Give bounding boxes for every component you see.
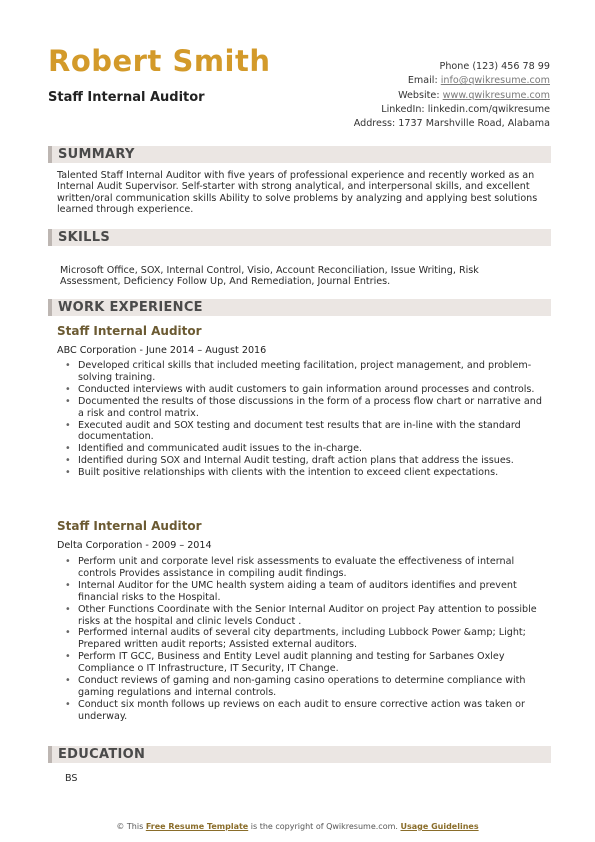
contact-block [354,60,550,131]
education-heading: EDUCATION [58,747,146,762]
list-item: • Performed internal audits of several city departments, including Lubbock Power &amp; Light; Prepared written audit reports; Assisted external auditors. [78,627,550,651]
candidate-title: Staff Internal Auditor [48,90,205,105]
contact-linkedin [354,103,550,117]
list-item: • Other Functions Coordinate with the Senior Internal Auditor on project Pay attention to possible risks at the hospital and clinic levels Conduct . [78,604,550,628]
skills-section-bar [48,229,551,246]
list-item: • Internal Auditor for the UMC health system aiding a team of auditors identifies and prevent financial risks to the Hospital. [78,580,550,604]
summary-section-bar [48,146,551,163]
phone-value: (123) 456 78 99 [472,61,550,72]
website-label: Website: [398,89,440,101]
linkedin-label: LinkedIn: [381,103,425,115]
job-bullet-list [78,556,550,723]
list-item: • Identified and communicated audit issues to the in-charge. [78,443,550,455]
education-section-bar [48,746,551,763]
email-link[interactable]: info@qwikresume.com [440,75,550,87]
job-title: Staff Internal Auditor [57,324,202,338]
list-item: • Developed critical skills that included meeting facilitation, project management, and problem-solving training. [78,360,550,384]
footer-copyright [0,822,595,831]
list-item: • Perform IT GCC, Business and Entity Level audit planning and testing for Sarbanes Oxley Compliance o IT Infrastructure, IT Security, IT Change. [78,651,550,675]
website-link[interactable]: www.qwikresume.com [442,89,550,101]
list-item: • Conducted interviews with audit customers to gain information around processes and controls. [78,384,550,396]
education-text: BS [65,773,78,784]
work-experience-heading: WORK EXPERIENCE [58,300,203,315]
free-resume-template-link[interactable]: Free Resume Template [145,822,249,831]
contact-phone [354,60,550,74]
skills-text: Microsoft Office, SOX, Internal Control, Visio, Account Reconciliation, Issue Writing, Risk Assessment, Deficiency Follow Up, And Remediation, Journal Entries. [60,265,479,288]
footer-prefix: © This [116,822,144,831]
address-label: Address: [353,118,396,130]
address-value: 1737 Marshville Road, Alabama [398,118,550,130]
job-title: Staff Internal Auditor [57,519,202,533]
skills-heading: SKILLS [58,230,111,245]
summary-heading: SUMMARY [58,147,135,162]
job-company: Delta Corporation - 2009 – 2014 [57,540,212,551]
contact-address [354,117,550,131]
list-item: • Built positive relationships with clients with the intention to exceed client expectations. [78,467,550,479]
usage-guidelines-link[interactable]: Usage Guidelines [400,822,479,831]
email-label: Email: [407,75,438,87]
list-item: • Perform unit and corporate level risk assessments to evaluate the effectiveness of internal controls Provides assistance in compiling audit findings. [78,556,550,580]
list-item: • Executed audit and SOX testing and document test results that are in-line with the standard documentation. [78,420,550,444]
list-item: • Identified during SOX and Internal Audit testing, draft action plans that address the issues. [78,455,550,467]
work-experience-section-bar [48,299,551,316]
footer-middle: is the copyright of Qwikresume.com. [250,822,398,831]
list-item: • Conduct six month follows up reviews on each audit to ensure corrective action was taken or underway. [78,699,550,723]
list-item: • Documented the results of those discussions in the form of a process flow chart or narrative and a risk and control matrix. [78,396,550,420]
contact-email [354,74,550,88]
list-item: • Conduct reviews of gaming and non-gaming casino operations to determine compliance with gaming regulations and internal controls. [78,675,550,699]
summary-text: Talented Staff Internal Auditor with five years of professional experience and recently worked as an Internal Audit Supervisor. Self-starter with strong analytical, and interpersonal skills, and excellent written/oral communication skills Ability to solve problems by analyzing and applying best solutions learned through experience. [57,170,538,216]
job-bullet-list [78,360,550,479]
job-company: ABC Corporation - June 2014 – August 2016 [57,345,267,356]
contact-website [354,89,550,103]
linkedin-value: linkedin.com/qwikresume [427,103,550,115]
phone-label: Phone [439,61,470,72]
candidate-name: Robert Smith [48,44,271,78]
